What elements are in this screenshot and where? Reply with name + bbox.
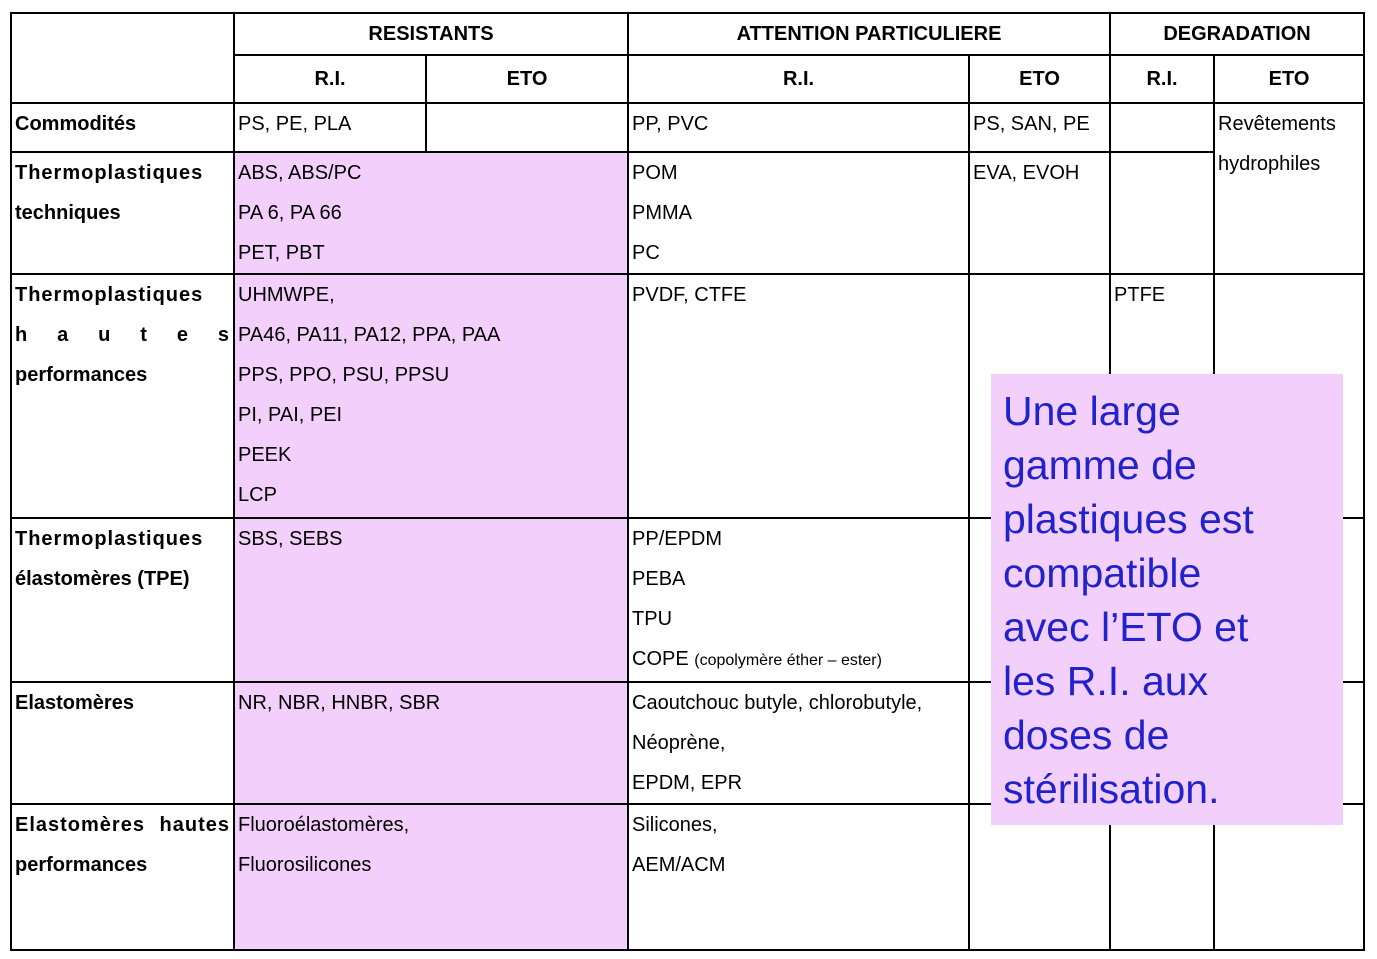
- cell-text: PS, SAN, PE: [973, 113, 1090, 135]
- cell-text: EVA, EVOH: [973, 162, 1080, 184]
- row-label-tpe: [11, 518, 234, 682]
- cell-att-eto: [969, 152, 1110, 274]
- cell-att-ri: [628, 804, 969, 950]
- callout-line: gamme de: [1003, 442, 1197, 488]
- table-row: [11, 804, 1364, 950]
- cell-text: PA46, PA11, PA12, PPA, PAA: [238, 324, 501, 346]
- row-label-line: élastomères (TPE): [15, 568, 190, 590]
- header-att-ri: R.I.: [628, 55, 969, 103]
- row-label-line: h a u t e s: [15, 324, 230, 346]
- cell-att-ri: [628, 103, 969, 152]
- row-label-line: Elastomères: [15, 692, 134, 714]
- row-label-commodites: [11, 103, 234, 152]
- header-deg-ri: R.I.: [1110, 55, 1214, 103]
- cell-text: Revêtements: [1218, 113, 1336, 135]
- cell-text: PC: [632, 242, 660, 264]
- cell-text: PA 6, PA 66: [238, 202, 342, 224]
- cell-text: PS, PE, PLA: [238, 113, 352, 135]
- cell-att-eto: [969, 103, 1110, 152]
- callout-line: doses de: [1003, 712, 1170, 758]
- cell-text: AEM/ACM: [632, 854, 726, 876]
- row-label-hautes-performances: [11, 274, 234, 518]
- row-label-techniques: [11, 152, 234, 274]
- header-res-eto: ETO: [426, 55, 628, 103]
- header-attention: ATTENTION PARTICULIERE: [628, 13, 1110, 55]
- cell-deg-eto: [1214, 804, 1364, 950]
- cell-text: EPDM, EPR: [632, 772, 743, 794]
- table-row: [11, 103, 1364, 152]
- row-label-elastomeres-hautes: [11, 804, 234, 950]
- header-resistants: RESISTANTS: [234, 13, 628, 55]
- callout-line: compatible: [1003, 550, 1202, 596]
- cell-text: Néoprène,: [632, 732, 726, 754]
- row-label-line: Thermoplastiques: [15, 284, 204, 306]
- cell-text: PPS, PPO, PSU, PPSU: [238, 364, 450, 386]
- cell-resistants: [234, 804, 628, 950]
- cell-text: [632, 639, 965, 681]
- cell-deg-ri: [1110, 152, 1214, 274]
- header-att-eto: ETO: [969, 55, 1110, 103]
- cope-label: COPE: [632, 648, 689, 670]
- cell-res-ri: [234, 103, 426, 152]
- cell-text: SBS, SEBS: [238, 528, 343, 550]
- row-label-line: Thermoplastiques: [15, 162, 204, 184]
- cell-text: PEEK: [238, 444, 292, 466]
- cell-att-ri: [628, 518, 969, 682]
- cell-res-eto: [426, 103, 628, 152]
- cell-text: PTFE: [1114, 284, 1166, 306]
- cell-deg-ri: [1110, 804, 1214, 950]
- cell-resistants: [234, 152, 628, 274]
- callout-line: stérilisation.: [1003, 766, 1220, 812]
- callout-box: [991, 374, 1343, 825]
- cell-text: PMMA: [632, 202, 693, 224]
- table-row: [11, 152, 1364, 274]
- cell-text: hydrophiles: [1218, 153, 1321, 175]
- cell-att-eto: [969, 804, 1110, 950]
- cell-text: PVDF, CTFE: [632, 284, 747, 306]
- cell-text: POM: [632, 162, 678, 184]
- header-degradation: DEGRADATION: [1110, 13, 1364, 55]
- header-deg-eto: ETO: [1214, 55, 1364, 103]
- cell-text: PET, PBT: [238, 242, 325, 264]
- row-label-elastomeres: [11, 682, 234, 804]
- cell-resistants: [234, 274, 628, 518]
- cell-att-ri: [628, 682, 969, 804]
- row-label-line: Thermoplastiques: [15, 528, 204, 550]
- row-label-line: performances: [15, 854, 148, 876]
- cell-att-ri: [628, 274, 969, 518]
- callout-line: avec l’ETO et: [1003, 604, 1249, 650]
- cope-note: (copolymère éther – ester): [694, 652, 882, 669]
- callout-line: les R.I. aux: [1003, 658, 1209, 704]
- callout-line: plastiques est: [1003, 496, 1254, 542]
- cell-deg-ri: [1110, 103, 1214, 152]
- cell-text: PP/EPDM: [632, 528, 723, 550]
- cell-resistants: [234, 682, 628, 804]
- cell-text: Silicones,: [632, 814, 718, 836]
- cell-text: PEBA: [632, 568, 686, 590]
- row-label-line: Elastomères hautes: [15, 814, 230, 836]
- row-label-line: techniques: [15, 202, 121, 224]
- callout-line: Une large: [1003, 388, 1181, 434]
- cell-resistants: [234, 518, 628, 682]
- cell-text: NR, NBR, HNBR, SBR: [238, 692, 441, 714]
- row-label-line: Commodités: [15, 113, 137, 135]
- cell-att-ri: [628, 152, 969, 274]
- cell-text: PI, PAI, PEI: [238, 404, 343, 426]
- cell-text: Fluorosilicones: [238, 854, 372, 876]
- cell-text: ABS, ABS/PC: [238, 162, 362, 184]
- corner-cell: [11, 13, 234, 103]
- cell-text: UHMWPE,: [238, 284, 335, 306]
- cell-deg-eto: [1214, 103, 1364, 274]
- cell-text: Fluoroélastomères,: [238, 814, 410, 836]
- cell-text: TPU: [632, 608, 673, 630]
- cell-text: Caoutchouc butyle, chlorobutyle,: [632, 692, 923, 714]
- cell-text: LCP: [238, 484, 277, 506]
- cell-text: PP, PVC: [632, 113, 709, 135]
- row-label-line: performances: [15, 364, 148, 386]
- header-res-ri: R.I.: [234, 55, 426, 103]
